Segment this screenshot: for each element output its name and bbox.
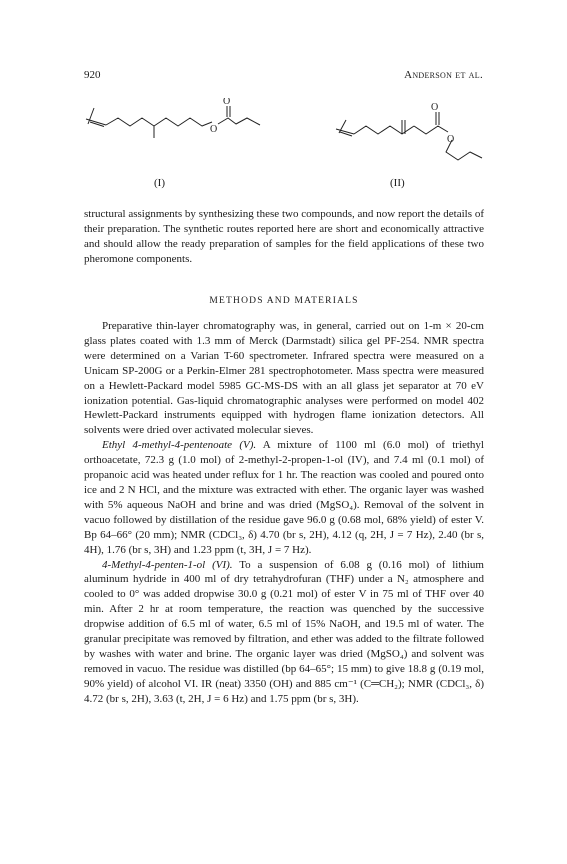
paragraph-lead: 4-Methyl-4-penten-1-ol (VI). bbox=[102, 558, 233, 571]
structure-figure bbox=[84, 98, 484, 188]
atom-o-carbonyl-2: O bbox=[431, 102, 439, 113]
running-head: Anderson et al. bbox=[404, 69, 483, 81]
methods-body bbox=[84, 319, 484, 707]
intro-text: structural assignments by synthesizing these two compounds, and now report the details of their preparation. The synthetic routes reported here are short and economically attractive and should allow the ready preparation of samples for the field applications of these two pheromone components. bbox=[84, 208, 484, 265]
paragraph-ester-v bbox=[84, 438, 484, 557]
atom-o-ester: O bbox=[210, 124, 218, 135]
compound-label-2: (II) bbox=[390, 177, 405, 189]
structure-II bbox=[336, 102, 482, 160]
structure-I bbox=[86, 98, 260, 138]
compound-label-1: (I) bbox=[154, 177, 165, 189]
paragraph-body: Preparative thin-layer chromatography was, in general, carried out on 1-m × 20-cm glass plates coated with 1.3 mm of Merck (Darmstadt) silica gel PF-254. NMR spectra were determined on a Varian T-60 spectrometer. Infrared spectra were measured on a Unicam SP-200G or a Perkin-Elmer 281 spectrophotometer. Mass spectra were measured on a Hewlett-Packard model 5985 GC-MS-DS with an all glass jet separator at 70 eV ionization potential. Gas-liquid chromatographic analyses were performed on model 402 Hewlett-Packard instruments equipped with hydrogen flame ionization detectors. All solvents were dried over activated molecular sieves. bbox=[84, 320, 484, 437]
paragraph-alcohol-vi bbox=[84, 558, 484, 707]
paragraph-body: A mixture of 1100 ml (6.0 mol) of triethyl orthoacetate, 72.3 g (1.0 mol) of 2-methyl-2-propen-1-ol (IV), and 7.4 ml (0.1 mol) of propanoic acid was heated under reflux for 1 hr. The reaction was cooled and poured onto ice and 2 N HCl, and the mixture was extracted with ether. The organic layer was washed with 5% aqueous NaOH and brine and was dried (MgSO₄). Removal of the solvent in vacuo followed by distillation of the residue gave 96.0 g (0.68 mol, 68% yield) of ester V. Bp 64–66° (20 mm); NMR (CDCl₃, δ) 4.70 (br s, 2H), 4.12 (q, 2H, J = 7 Hz), 2.40 (br s, 4H), 1.76 (br s, 3H) and 1.23 ppm (t, 3H, J = 7 Hz). bbox=[84, 439, 484, 556]
atom-o-carbonyl: O bbox=[223, 98, 231, 107]
atom-o-ester-2: O bbox=[447, 134, 455, 145]
paragraph-general bbox=[84, 319, 484, 438]
section-heading: METHODS AND MATERIALS bbox=[209, 296, 359, 306]
paragraph-lead: Ethyl 4-methyl-4-pentenoate (V). bbox=[102, 439, 257, 452]
intro-paragraph bbox=[84, 207, 484, 267]
page-number: 920 bbox=[84, 69, 101, 81]
paragraph-body: To a suspension of 6.08 g (0.16 mol) of lithium aluminum hydride in 400 ml of dry tetrahydrofuran (THF) under a N₂ atmosphere and cooled to 0° was added dropwise 30.0 g (0.21 mol) of ester V in 75 ml of THF over 40 min. After 2 hr at room temperature, the reaction was quenched by the successive dropwise addition of 6.5 ml of water, 6.5 ml of 15% NaOH, and 19.5 ml of water. The granular precipitate was removed by filtration, and ether was added to the filtrate followed by washes with water and brine. The organic layer was dried (MgSO₄) and solvent was removed in vacuo. The residue was distilled (bp 64–65°; 15 mm) to give 18.8 g (0.19 mol, 90% yield) of alcohol VI. IR (neat) 3350 (OH) and 885 cm⁻¹ (C═CH₂); NMR (CDCl₃, δ) 4.72 (br s, 2H), 3.63 (t, 2H, J = 6 Hz) and 1.75 ppm (br s, 3H). bbox=[84, 558, 484, 705]
page-header bbox=[84, 69, 483, 85]
